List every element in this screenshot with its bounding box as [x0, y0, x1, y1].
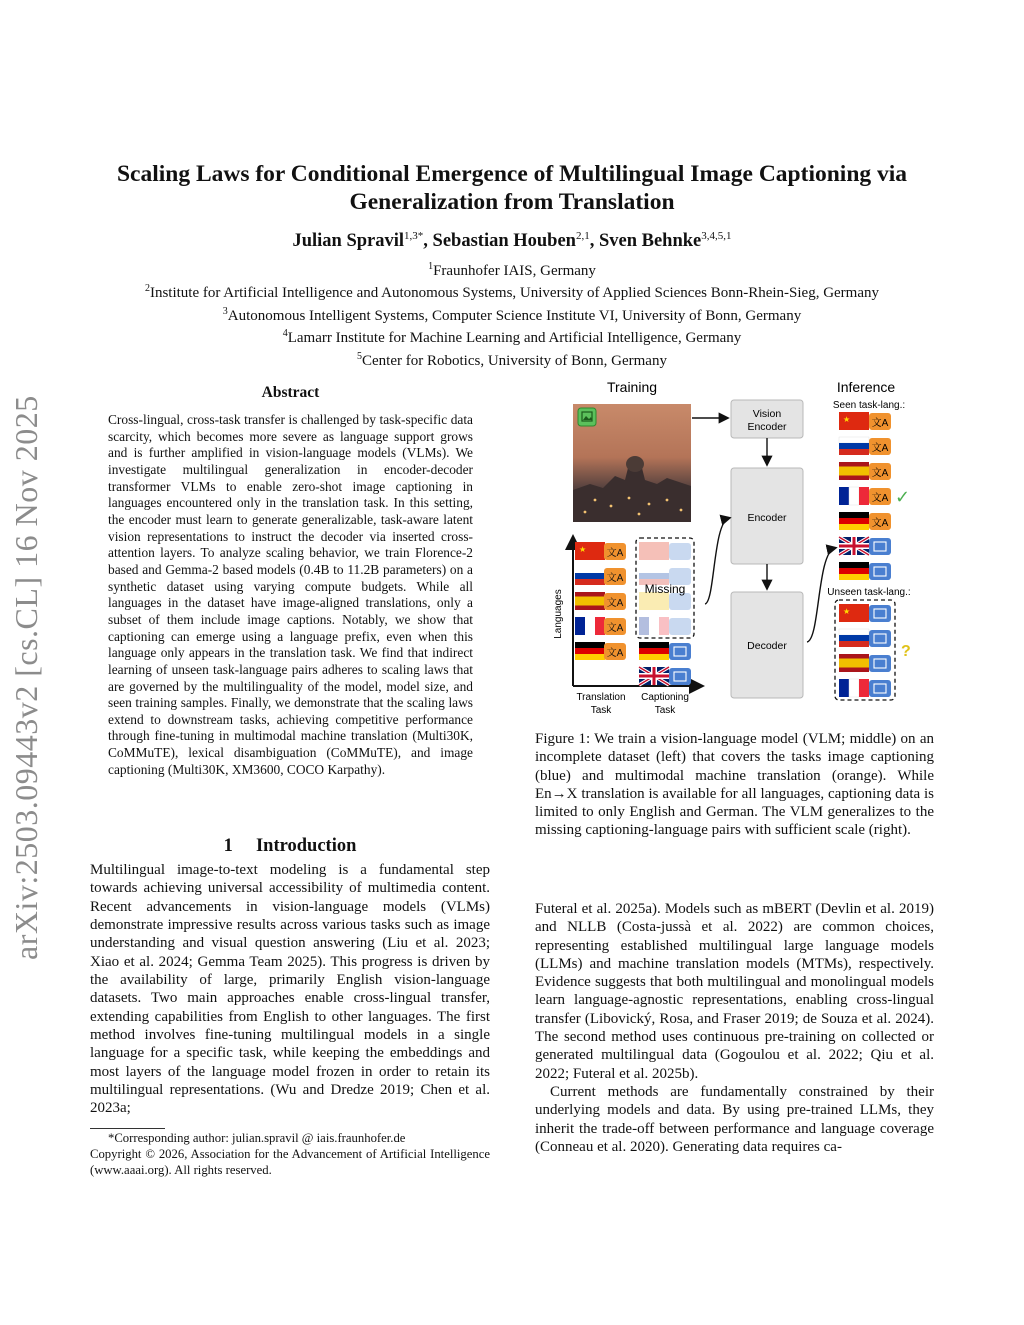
affiliation-text: Fraunhofer IAIS, Germany [433, 263, 596, 279]
figure-1-caption: Figure 1: We train a vision-language model (VLM; middle) on an incomplete dataset (left) that covers the tasks image captioning (blue) and multimodal machine translation (orange). While En→X translation is available for all languages, captioning data is limited to only English and German. The VLM generalizes to the missing captioning-language pairs with sufficient scale (right). [535, 731, 934, 839]
captioning-task-label-2: Task [654, 705, 676, 716]
inference-label: Inference [836, 379, 896, 395]
footnote-corresponding: *Corresponding author: julian.spravil @ iais.fraunhofer.de [108, 1131, 406, 1145]
unseen-task-lang-label: Unseen task-lang.: [827, 587, 911, 598]
affiliation-sup: 3 [222, 305, 228, 317]
footnote-copyright: Copyright © 2026, Association for the Advancement of Artificial Intelligence (www.aaai.org). All rights reserved. [90, 1147, 490, 1177]
training-translation-es [575, 592, 626, 610]
affiliation-text: Institute for Artificial Intelligence and Autonomous Systems, University of Applied Sciences Bonn-Rhein-Sieg, Germany [149, 285, 880, 302]
arxiv-identifier[interactable]: arXiv:2503.09443v2 [cs.CL] 16 Nov 2025 [8, 395, 44, 960]
abstract-body [108, 412, 473, 778]
translate-icon: 文A [606, 573, 624, 584]
missing-label: Missing [644, 582, 686, 596]
affiliation-sup: 4 [282, 328, 288, 340]
question-icon: ? [901, 643, 911, 660]
affiliation-sup: 2 [144, 283, 150, 295]
svg-text:★: ★ [843, 415, 851, 424]
affiliation-line [60, 348, 964, 370]
translate-icon: 文A [871, 493, 889, 504]
body-paragraph: Current methods are fundamentally constrained by their underlying models and data. By using pre-trained LLMs, they inherit the trade-off between performance and language coverage (Conneau et al. 2020). Generating data requires ca- [535, 1083, 934, 1155]
affiliation-text: Autonomous Intelligent Systems, Computer Science Institute VI, University of Bonn, Germany [227, 307, 802, 324]
seen-translation-fr [839, 487, 891, 505]
paper-title: Scaling Laws for Conditional Emergence of Multilingual Image Captioning via Generalization from Translation [116, 161, 908, 215]
translate-icon: 文A [871, 468, 889, 479]
affiliations [60, 258, 964, 370]
translation-task-label-1: Translation [576, 692, 626, 703]
seen-captioning-de [839, 562, 891, 580]
unseen-captioning-zh [839, 604, 891, 622]
affiliation-line [60, 303, 964, 325]
author-sup: 1,3* [404, 230, 424, 242]
translate-icon: 文A [871, 418, 889, 429]
decoder-label: Decoder [747, 640, 787, 652]
seen-translation-ru [839, 437, 891, 455]
svg-text:★: ★ [843, 607, 851, 616]
training-translation-de [575, 642, 626, 660]
check-icon: ✓ [895, 487, 911, 507]
training-captioning-en [639, 667, 691, 685]
figure-1 [545, 372, 935, 722]
training-captioning-de [639, 642, 691, 660]
seen-translation-es [839, 462, 891, 480]
author-name: Sven Behnke [598, 231, 702, 252]
seen-translation-de [839, 512, 891, 530]
data-to-encoder-arrow [705, 518, 729, 604]
right-column-body [535, 900, 934, 1156]
body-paragraph: Futeral et al. 2025a). Models such as mBERT (Devlin et al. 2019) and NLLB (Costa-jussà et al. 2022) are common choices, representing established multilingual large language models (LLMs) and machine translation models (MTMs), respectively. Evidence suggests that both multilingual and monolingual models learn language-agnostic representations, enabling cross-lingual transfer (Libovický, Rosa, and Fraser 2019; de Souza et al. 2024). The second method uses continuous pre-training on collected or generated multilingual data (Gogoulou et al. 2022; Qiu et al. 2022; Futeral et al. 2025b). [535, 901, 934, 1082]
unseen-captioning-es [839, 654, 891, 672]
affiliation-line [60, 325, 964, 347]
author-list: Julian Spravil$^{1,3*}$, Sebastian Houben$^{2,1}$, Sven Behnke$^{3,4,5,1}$ [292, 230, 732, 252]
unseen-captioning-fr [839, 679, 891, 697]
affiliation-sup: 1 [428, 261, 434, 272]
languages-axis-label: Languages [553, 589, 564, 639]
training-translation-ru [575, 567, 626, 585]
section-heading-introduction: 1 Introduction [223, 836, 357, 856]
unseen-captioning-ru [839, 629, 891, 647]
introduction-body [90, 861, 490, 1118]
footnote [90, 1130, 490, 1178]
training-translation-fr [575, 617, 626, 635]
captioning-task-label-1: Captioning [641, 692, 689, 703]
translate-icon: 文A [606, 648, 624, 659]
affiliation-line [60, 280, 964, 302]
vision-encoder-label-1: Vision [752, 408, 782, 420]
affiliation-text: Lamarr Institute for Machine Learning and Artificial Intelligence, Germany [287, 330, 742, 347]
seen-task-lang-label: Seen task-lang.: [832, 400, 906, 411]
translate-icon: 文A [871, 518, 889, 529]
author-sup: 2,1 [575, 230, 590, 242]
training-translation-zh [575, 542, 626, 560]
affiliation-line [60, 258, 964, 280]
abstract-paragraph: Cross-lingual, cross-task transfer is challenged by task-specific data scarcity, which becomes more severe as language support grows and is further amplified in vision-language models (VLMs). We investigate multilingual generalization in encoder-decoder transformer VLMs to enable zero-shot image captioning in languages encountered only in the translation task. In this setting, the encoder must learn to generate generalizable, task-aware latent vision representations to instruct the decoder via inserted cross-attention layers. To analyze scaling behavior, we train Florence-2 based and Gemma-2 based models (0.4B to 11.2B parameters) on a synthetic dataset using varying compute budgets. While all languages in the dataset have image-aligned translations, only a subset of them include image captions. Notably, we show that captioning can emerge using a language prefix, even when this language only appears in the translation task. We find that indirect learning of unseen task-language pairs adheres to scaling laws that are governed by the multilinguality of the model, model size, and seen training samples. Finally, we demonstrate that the scaling laws extend to downstream tasks, achieving competitive performance through fine-tuning in multimodal machine translation (Multi30K, CoMMuTE), lexical disambiguation (CoMMuTE), and image captioning (Multi30K, XM3600, COCO Karpathy). [108, 412, 473, 777]
image-icon [578, 408, 596, 426]
affiliation-sup: 5 [357, 350, 363, 362]
footnote-rule [90, 1128, 165, 1129]
author-name: Julian Spravil [292, 231, 405, 252]
training-label: Training [606, 379, 658, 395]
seen-translation-zh [839, 412, 891, 430]
affiliation-text: Center for Robotics, University of Bonn, Germany [362, 352, 667, 369]
abstract-heading: Abstract [261, 384, 320, 401]
vision-encoder-label-2: Encoder [747, 421, 787, 433]
figure-1-diagram [545, 372, 935, 722]
translation-task-label-2: Task [590, 705, 612, 716]
encoder-label: Encoder [747, 512, 787, 524]
seen-captioning-en [839, 537, 891, 555]
translate-icon: 文A [606, 623, 624, 634]
author-name: Sebastian Houben [432, 231, 576, 252]
translate-icon: 文A [606, 548, 624, 559]
author-sup: 3,4,5,1 [701, 230, 732, 242]
translate-icon: 文A [871, 443, 889, 454]
translate-icon: 文A [606, 598, 624, 609]
svg-text:★: ★ [579, 545, 587, 554]
introduction-paragraph: Multilingual image-to-text modeling is a fundamental step towards achieving universal accessibility of multimedia content. Recent advancements in vision-language models (VLMs) demonstrate impressive results across various tasks such as image understanding and visual question answering (Liu et al. 2023; Xiao et al. 2024; Gemma Team 2025). This progress is driven by the availability of large, primarily English vision-language datasets. Two main approaches enable cross-lingual transfer, extending capabilities from English to other languages. The first method involves fine-tuning multilingual models in a single language for a specific task, while keeping the embeddings and most layers of the language model frozen in order to retain its multilingual representations. (Wu and Dredze 2019; Chen et al. 2023a; [90, 862, 490, 1117]
